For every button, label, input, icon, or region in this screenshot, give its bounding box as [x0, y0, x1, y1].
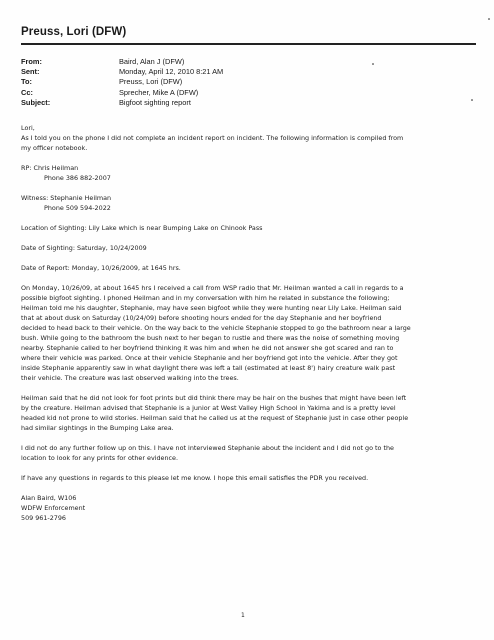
header-value: Sprecher, Mike A (DFW): [119, 87, 199, 97]
header-subject: [21, 98, 223, 108]
rp-name: RP: Chris Heilman: [21, 164, 79, 172]
header-value: Monday, April 12, 2010 8:21 AM: [119, 67, 224, 77]
header-from: [21, 57, 223, 67]
email-header: [21, 57, 223, 108]
header-label: Cc:: [21, 87, 33, 97]
signature-org: WDFW Enforcement: [21, 504, 86, 512]
intro-line: my officer notebook.: [21, 144, 88, 152]
header-label: Subject:: [21, 97, 51, 107]
paragraph-line: possible bigfoot sighting. I phoned Heilman and in my conversation with him he related in substance the following;: [21, 294, 390, 302]
paragraph-line: where their vehicle was parked. Once at their vehicle Stephanie and her boyfriend got into the vehicle. After they got: [21, 354, 398, 362]
header-label: From:: [21, 57, 42, 66]
scan-speck: [372, 63, 374, 65]
header-label: Sent:: [21, 67, 40, 77]
title-divider: [21, 43, 476, 45]
paragraph-line: nearby. Stephanie called to her boyfriend thinking it was him and when he did not answer she got scared and ran to: [21, 344, 394, 352]
date-of-report: Date of Report: Monday, 10/26/2009, at 1645 hrs.: [21, 264, 181, 272]
paragraph-line: On Monday, 10/26/09, at about 1645 hrs I received a call from WSP radio that Mr. Heilman wanted a call in regards to a: [21, 284, 404, 292]
header-to: [21, 77, 223, 87]
header-label: To:: [21, 77, 32, 87]
paragraph-line: inside Stephanie apparently saw in what daylight there was left a tall (estimated at least 8') hairy creature walk past: [21, 364, 396, 372]
header-value: Bigfoot sighting report: [119, 97, 191, 107]
greeting: Lori,: [21, 124, 35, 132]
paragraph-line: Heilman said that he did not look for foot prints but did think there may be hair on the bushes that might have been left: [21, 394, 407, 402]
scan-speck: [471, 99, 473, 101]
paragraph-line: their vehicle. The creature was last observed walking into the trees.: [21, 374, 239, 382]
date-of-sighting: Date of Sighting: Saturday, 10/24/2009: [21, 244, 147, 252]
paragraph-line: had similar sightings in the Bumping Lake area.: [21, 424, 174, 432]
paragraph-line: by the creature. Heilman advised that Stephanie is a junior at West Valley High School in Yakima and is a pretty level: [21, 404, 396, 412]
location-of-sighting: Location of Sighting: Lily Lake which is near Bumping Lake on Chinook Pass: [21, 224, 263, 232]
email-body: [21, 123, 477, 523]
email-title: Preuss, Lori (DFW): [21, 26, 127, 38]
paragraph-line: Heilman told me his daughter, Stephanie, may have seen bigfoot while they were hunting near Lily Lake. Heilman said: [21, 304, 402, 312]
rp-phone: Phone 386 882-2007: [44, 174, 111, 182]
header-cc: [21, 88, 223, 98]
header-sent: [21, 67, 223, 77]
witness-phone: Phone 509 594-2022: [44, 204, 111, 212]
header-value: Baird, Alan J (DFW): [119, 57, 185, 66]
paragraph-line: that at about dusk on Saturday (10/24/09) before shooting hours ended for the day Stephanie and her boyfriend: [21, 314, 382, 322]
paragraph-line: headed kid not prone to wild stories. Heilman said that he called us at the request of Stephanie just in case other people: [21, 414, 409, 422]
paragraph-line: decided to head back to their vehicle. On the way back to the vehicle Stephanie stopped to go the bathroom near a large: [21, 324, 411, 332]
paragraph-line: location to look for any prints for other evidence.: [21, 454, 179, 462]
signature-phone: 509 961-2796: [21, 514, 66, 522]
intro-line: As I told you on the phone I did not complete an incident report on incident. The following information is compiled from: [21, 134, 404, 142]
signature-name: Alan Baird, W106: [21, 494, 77, 502]
closing-line: If have any questions in regards to this please let me know. I hope this email satisfies the PDR you received.: [21, 474, 369, 482]
witness-name: Witness: Stephanie Heilman: [21, 194, 112, 202]
paragraph-line: bush. While going to the bathroom the bush next to her began to rustle and there was the noise of something moving: [21, 334, 400, 342]
page-number: 1: [241, 612, 245, 619]
header-value: Preuss, Lori (DFW): [119, 77, 183, 87]
scan-speck: [488, 18, 490, 20]
paragraph-line: I did not do any further follow up on this. I have not interviewed Stephanie about the incident and I did not go to the: [21, 444, 394, 452]
